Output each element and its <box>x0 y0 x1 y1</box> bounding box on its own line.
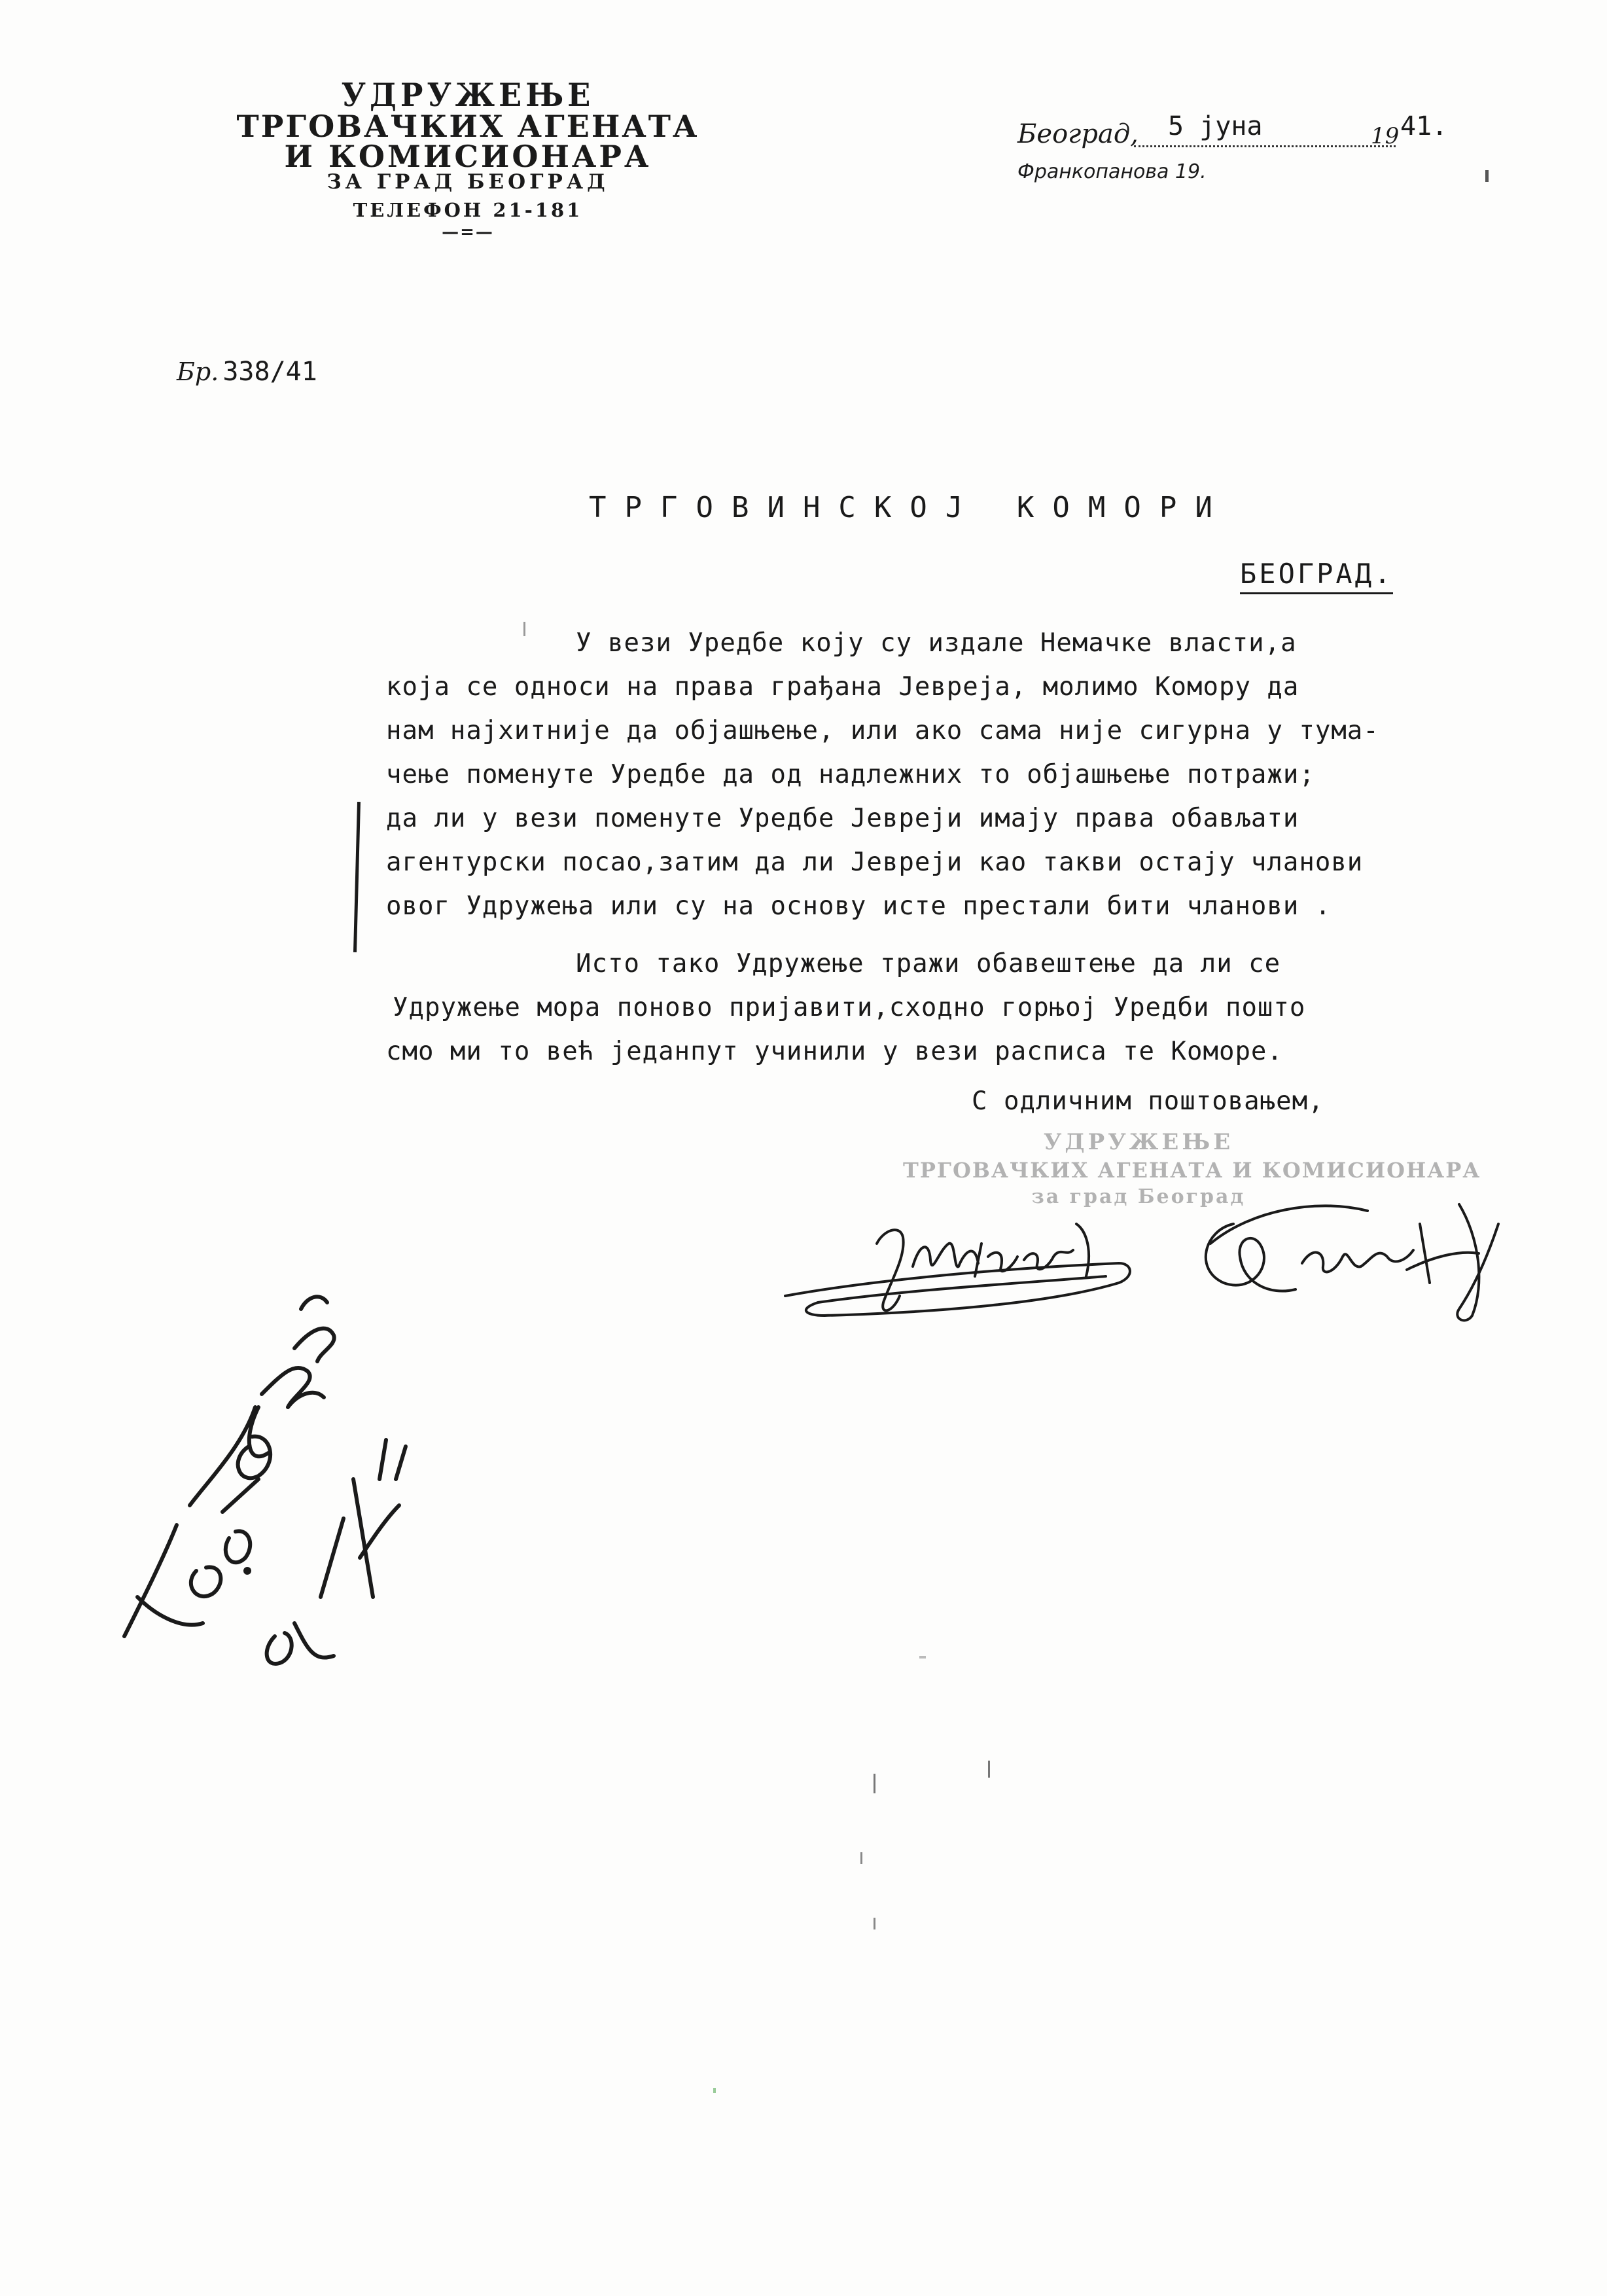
ink-speck <box>523 622 525 636</box>
stamp-line-3: за град Београд <box>1031 1185 1246 1208</box>
body-line-1: У вези Уредбе коју су издале Немачке власти,а <box>576 628 1297 658</box>
dateline-date: 5 јуна <box>1168 111 1263 141</box>
dateline-year-prefix: 19 <box>1371 123 1400 149</box>
body-line-2: која се односи на права грађана Јевреја, молимо Комору да <box>386 672 1299 702</box>
letterhead-line-association: УДРУЖЕЊЕ <box>341 76 595 114</box>
body-line-5: да ли у вези поменуте Уредбе Јевреји имају права обављати <box>386 804 1299 833</box>
body-line-7: овог Удружења или су на основу исте престали бити чланови . <box>386 891 1332 921</box>
ink-speck <box>988 1761 990 1778</box>
ink-speck <box>874 1774 875 1793</box>
body-line-4: чење поменуте Уредбе да од надлежних то објашњење потражи; <box>386 760 1315 789</box>
reference-value: 338/41 <box>222 357 317 387</box>
body-line-10: смо ми то већ једанпут учинили у вези расписа те Коморе. <box>386 1037 1283 1066</box>
stamp-line-1: УДРУЖЕЊЕ <box>1043 1129 1234 1155</box>
signature-president <box>1171 1185 1538 1335</box>
dateline <box>1017 111 1475 157</box>
dateline-place: Београд, <box>1017 119 1139 149</box>
sender-address: Франкопанова 19. <box>1017 160 1207 183</box>
ink-speck <box>1485 170 1489 182</box>
letterhead-line-agents: ТРГОВАЧКИХ АГЕНАТА <box>236 109 699 144</box>
ink-speck <box>713 2088 716 2093</box>
body-line-3: нам најхитније да објашњење, или ако сама није сигурна у тума- <box>386 716 1379 745</box>
letterhead-line-commissioners: И КОМИСИОНАРА <box>284 139 652 174</box>
ink-speck <box>874 1918 875 1929</box>
dateline-year-suffix: 41. <box>1400 111 1448 141</box>
closing-salutation: С одличним поштовањем, <box>972 1086 1324 1116</box>
reference-number <box>177 357 317 387</box>
addressee-name: ТРГОВИНСКОЈ КОМОРИ <box>589 491 1231 524</box>
body-line-8: Исто тако Удружење тражи обавештење да ли се <box>576 949 1281 978</box>
dateline-dotted-rule <box>1134 145 1396 147</box>
signature-secretary <box>779 1204 1145 1335</box>
reference-label: Бр. <box>177 357 219 386</box>
letterhead-phone: ТЕЛЕФОН 21-181 <box>353 199 583 221</box>
addressee-city: БЕОГРАД. <box>1240 558 1393 594</box>
ink-speck <box>919 1656 926 1659</box>
stamp-line-2: ТРГОВАЧКИХ АГЕНАТА И КОМИСИОНАРА <box>903 1158 1481 1183</box>
handwritten-margin-note <box>98 1230 425 1702</box>
letterhead-line-city: ЗА ГРАД БЕОГРАД <box>327 170 609 194</box>
letterhead-divider: —=— <box>442 223 494 242</box>
ink-speck <box>860 1852 862 1864</box>
body-line-9: Удружење мора поново пријавити,сходно горњој Уредби пошто <box>393 993 1306 1022</box>
margin-mark <box>353 802 361 952</box>
body-line-6: агентурски посао,затим да ли Јевреји као такви остају чланови <box>386 848 1364 877</box>
